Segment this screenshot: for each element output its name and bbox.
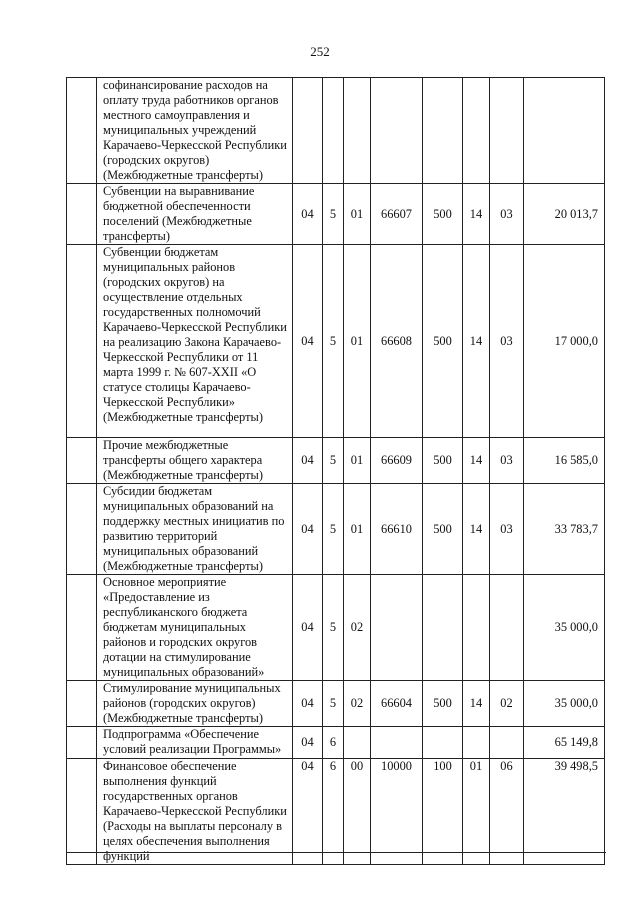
code-cell: 02 <box>344 681 371 727</box>
code-cell: 66607 <box>371 184 423 245</box>
code-cell <box>423 78 463 184</box>
name-cell: Прочие межбюджетные трансферты общего характера (Межбюджетные трансферты) <box>97 438 293 484</box>
code-cell: 5 <box>323 484 344 575</box>
code-cell: 10000 <box>371 759 423 865</box>
code-cell <box>371 727 423 759</box>
code-cell: 66609 <box>371 438 423 484</box>
code-cell: 03 <box>490 184 524 245</box>
code-cell: 5 <box>323 245 344 438</box>
page-number: 252 <box>310 44 330 59</box>
amount-cell: 39 498,5 <box>524 759 605 865</box>
name-cell: Субвенции на выравнивание бюджетной обеспеченности поселений (Межбюджетные трансферты) <box>97 184 293 245</box>
code-cell: 04 <box>293 575 323 681</box>
row-number-cell <box>67 759 97 865</box>
code-cell: 14 <box>463 681 490 727</box>
code-cell: 500 <box>423 681 463 727</box>
amount-cell: 20 013,7 <box>524 184 605 245</box>
table-row <box>67 245 605 438</box>
budget-table <box>66 77 605 865</box>
code-cell: 02 <box>344 575 371 681</box>
amount-cell: 17 000,0 <box>524 245 605 438</box>
code-cell <box>490 727 524 759</box>
amount-cell: 16 585,0 <box>524 438 605 484</box>
code-cell: 14 <box>463 245 490 438</box>
code-cell <box>423 727 463 759</box>
code-cell: 00 <box>344 759 371 865</box>
amount-cell: 33 783,7 <box>524 484 605 575</box>
name-cell: Подпрограмма «Обеспечение условий реализации Программы» <box>97 727 293 759</box>
code-cell: 100 <box>423 759 463 865</box>
name-cell: Основное мероприятие «Предоставление из республиканского бюджета бюджетам муниципальных районов и городских округов дотации на стимулирование муниципальных образований» <box>97 575 293 681</box>
code-cell: 6 <box>323 759 344 865</box>
code-cell: 01 <box>463 759 490 865</box>
code-cell: 04 <box>293 184 323 245</box>
code-cell <box>463 78 490 184</box>
code-cell: 02 <box>490 681 524 727</box>
row-number-cell <box>67 245 97 438</box>
code-cell: 5 <box>323 575 344 681</box>
code-cell: 01 <box>344 184 371 245</box>
code-cell <box>323 78 344 184</box>
code-cell: 5 <box>323 438 344 484</box>
name-cell: Субвенции бюджетам муниципальных районов (городских округов) на осуществление отдельных государственных полномочий Карачаево-Черкесской Республики на реализацию Закона Карачаево-Черкесской Республики от 11 марта 1999 г. № 607-XXII «О статусе столицы Карачаево-Черкесской Республики» (Межбюджетные трансферты) <box>97 245 293 438</box>
code-cell: 01 <box>344 484 371 575</box>
table-row <box>67 681 605 727</box>
code-cell: 14 <box>463 438 490 484</box>
row-number-cell <box>67 78 97 184</box>
code-cell <box>490 78 524 184</box>
table-row <box>67 727 605 759</box>
code-cell <box>344 78 371 184</box>
row-number-cell <box>67 575 97 681</box>
code-cell <box>423 575 463 681</box>
row-number-cell <box>67 438 97 484</box>
row-number-cell <box>67 184 97 245</box>
code-cell: 500 <box>423 184 463 245</box>
table-row <box>67 184 605 245</box>
row-number-cell <box>67 681 97 727</box>
code-cell: 03 <box>490 484 524 575</box>
code-cell: 01 <box>344 245 371 438</box>
code-cell: 500 <box>423 245 463 438</box>
code-cell <box>463 575 490 681</box>
code-cell: 5 <box>323 184 344 245</box>
code-cell: 03 <box>490 245 524 438</box>
amount-cell: 35 000,0 <box>524 575 605 681</box>
code-cell: 03 <box>490 438 524 484</box>
code-cell: 66610 <box>371 484 423 575</box>
code-cell <box>371 78 423 184</box>
name-cell: Стимулирование муниципальных районов (городских округов) (Межбюджетные трансферты) <box>97 681 293 727</box>
table-row <box>67 484 605 575</box>
code-cell: 14 <box>463 484 490 575</box>
table-row <box>67 438 605 484</box>
code-cell: 500 <box>423 438 463 484</box>
code-cell <box>490 575 524 681</box>
code-cell: 500 <box>423 484 463 575</box>
code-cell: 04 <box>293 727 323 759</box>
code-cell: 14 <box>463 184 490 245</box>
code-cell: 04 <box>293 438 323 484</box>
table-row <box>67 575 605 681</box>
page-bottom-rule <box>66 852 606 853</box>
row-number-cell <box>67 727 97 759</box>
name-cell: Субсидии бюджетам муниципальных образований на поддержку местных инициатив по развитию территорий муниципальных образований (Межбюджетные трансферты) <box>97 484 293 575</box>
code-cell: 66604 <box>371 681 423 727</box>
code-cell <box>371 575 423 681</box>
code-cell: 6 <box>323 727 344 759</box>
table-row <box>67 759 605 865</box>
code-cell: 04 <box>293 759 323 865</box>
name-cell: софинансирование расходов на оплату труда работников органов местного самоуправления и муниципальных учреждений Карачаево-Черкесской Республики (городских округов) (Межбюджетные трансферты) <box>97 78 293 184</box>
amount-cell: 65 149,8 <box>524 727 605 759</box>
row-number-cell <box>67 484 97 575</box>
amount-cell <box>524 78 605 184</box>
code-cell: 06 <box>490 759 524 865</box>
amount-cell: 35 000,0 <box>524 681 605 727</box>
code-cell: 04 <box>293 245 323 438</box>
code-cell: 04 <box>293 681 323 727</box>
code-cell: 5 <box>323 681 344 727</box>
code-cell: 66608 <box>371 245 423 438</box>
code-cell <box>344 727 371 759</box>
code-cell: 04 <box>293 484 323 575</box>
table-row <box>67 78 605 184</box>
code-cell <box>293 78 323 184</box>
name-cell: Финансовое обеспечение выполнения функций государственных органов Карачаево-Черкесской Республики (Расходы на выплаты персоналу в целях обеспечения выполнения функций <box>97 759 293 865</box>
code-cell <box>463 727 490 759</box>
code-cell: 01 <box>344 438 371 484</box>
